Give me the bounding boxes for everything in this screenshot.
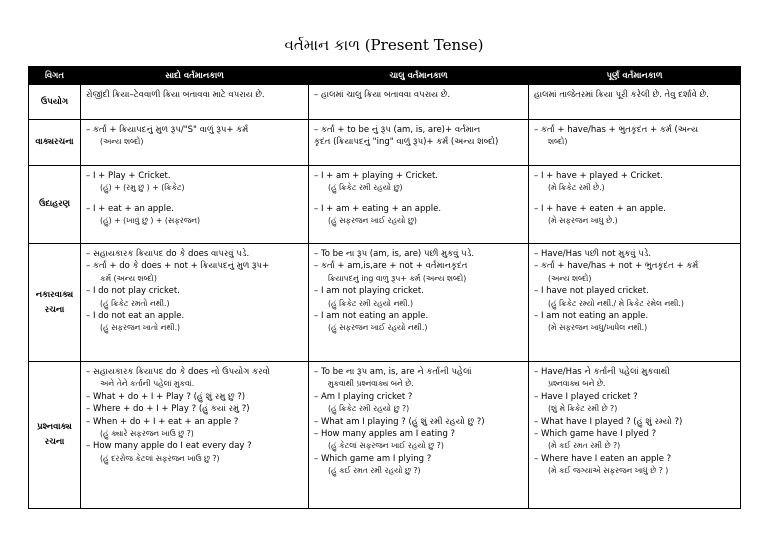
row-question (29, 362, 741, 509)
cell-continuous (309, 120, 529, 166)
cell-perfect (529, 120, 741, 166)
row-label (29, 85, 81, 120)
row-structure (29, 120, 741, 166)
cell-line: – Have/Has ને કર્તાની પહેલાં મુકવાથી (534, 367, 670, 377)
cell-line: – What have I played ? (હું શું રમ્યો ?) (534, 416, 683, 427)
cell-line: – I am not eating an apple. (314, 311, 429, 322)
cell-line: – Have I played cricket ? (534, 391, 638, 402)
row-label-text: ઉદાહરણ (38, 199, 71, 209)
cell-line: (હું સફરજન ખાઈ રહયો છુ) (328, 216, 417, 226)
cell-line: કૃદંત (ક્રિયાપદનું "ing" વાળું રૂપ)+ કર્મ (અન્ય શબ્દો) (314, 137, 499, 148)
cell-line: પ્રશ્નવાક્ય બને છે. (548, 379, 606, 389)
cell-perfect (529, 166, 741, 244)
row-example (29, 166, 741, 244)
table-header-row (29, 67, 741, 85)
cell-simple (81, 166, 309, 244)
cell-line: – કર્તા + do કે does + not + ક્રિયાપદનું મુળ રૂપ+ (86, 261, 270, 272)
cell-line: હાલમાં તાજેતરમાં ક્રિયા પૂરી કરેલી છે. તેવુ દર્શાવે છે. (534, 90, 709, 100)
cell-line: (હું ક્રિકેટ રમી રહયો નથી.) (328, 298, 414, 308)
cell-line: – I + have + played + Cricket. (534, 171, 663, 181)
cell-simple (81, 85, 309, 120)
row-label-text: પ્રશ્નવાક્ય (37, 422, 72, 432)
row-label (29, 120, 81, 166)
cell-line: – I + have + eaten + an apple. (534, 203, 666, 214)
cell-line: (મે કઈ રમત રમી છે ?) (548, 441, 621, 451)
row-usage (29, 85, 741, 120)
header-simple-present: સાદો વર્તમાનકાળ (81, 67, 309, 85)
cell-simple (81, 362, 309, 509)
header-present-perfect: પૂર્ણ વર્તમાનકાળ (529, 67, 741, 85)
cell-line: (શું મે ક્રિકેટ રમી છે ?) (548, 404, 618, 414)
header-present-continuous: ચાલુ વર્તમાનકાળ (309, 67, 529, 85)
cell-line: (મે સફરજન ખાધુ છે.) (548, 216, 618, 226)
cell-line: – How many apples am I eating ? (314, 429, 456, 440)
cell-perfect (529, 244, 741, 362)
cell-simple (81, 244, 309, 362)
cell-line: – What + do + I + Play ? (હું શું રમુ છુ ?) (86, 391, 246, 402)
cell-line: – કર્તા + have/has + ભુતકૃદંત + કર્મ (અન્ય (534, 125, 699, 135)
header-detail: વિગત (29, 67, 81, 85)
cell-line: – Which game am I plying ? (314, 453, 432, 464)
cell-line: – How many apple do I eat every day ? (86, 441, 252, 452)
cell-line: – કર્તા + to be નું રૂપ (am, is, are)+ વર્તમાન (314, 125, 481, 135)
cell-continuous (309, 85, 529, 120)
cell-line: – I + am + eating + an apple. (314, 203, 442, 214)
cell-line: – Have/Has પછી not મુકવું પડે. (534, 249, 652, 259)
cell-line: (હું ક્યારે સફરજન ખાઉ છું ?) (100, 429, 194, 439)
cell-continuous (309, 244, 529, 362)
cell-line: – Where have I eaten an apple ? (534, 453, 672, 464)
row-label-text: રચના (44, 304, 65, 315)
row-negative (29, 244, 741, 362)
cell-line: – I do not eat an apple. (86, 311, 185, 322)
cell-line: – Am I playing cricket ? (314, 391, 413, 402)
cell-line: શબ્દો) (548, 137, 568, 147)
cell-line: – I am not playing cricket. (314, 286, 424, 297)
table-body (29, 85, 741, 509)
cell-simple (81, 120, 309, 166)
cell-line: – What am I playing ? (હું શું રમી રહયો છુ ?) (314, 416, 485, 427)
cell-line: (હું) + (ખાવું છું ) + (સફરજન) (100, 216, 201, 226)
cell-line: – હાલમાં ચાલુ ક્રિયા બતાવવા વપરાય છે. (314, 90, 451, 100)
cell-line: – I + am + playing + Cricket. (314, 171, 439, 181)
cell-line: – I + eat + an apple. (86, 203, 174, 214)
cell-line: રોજીંદી ક્રિયા–ટેવવાળી ક્રિયા બતાવવા માટે વપરાય છે. (86, 90, 265, 100)
cell-line: – કર્તા + have/has + not + ભુતકૃદંત + કર્મ (534, 261, 699, 272)
cell-line: – કર્તા + am,is,are + not + વર્તમાનકૃદંત (314, 261, 468, 272)
cell-line: – I do not play cricket. (86, 286, 180, 297)
cell-line: (હું ક્રિકેટ રમતો નથી.) (100, 298, 170, 308)
cell-line: (અન્ય શબ્દો) (548, 273, 592, 283)
cell-line: – To be ના રૂપ (am, is, are) પછી મુકવું પડે. (314, 249, 475, 259)
row-label-text: વાક્યરચના (35, 137, 74, 147)
cell-line: – Where + do + I + Play ? (હું કયાં રમું ?) (86, 404, 250, 415)
cell-line: (હું દરરોજ કેટલાં સફરજન ખાઉ છુ ?) (100, 453, 220, 463)
cell-line: (હું ક્રિકેટ રમી રહયો છુ) (328, 183, 403, 193)
cell-line: (હું કઈ રમત રમી રહયો છુ ?) (328, 466, 421, 476)
cell-line: ક્રિયાપદનું ing વાળુ રૂપ+ કર્મ (અન્ય શબ્દો) (328, 273, 467, 283)
cell-line: – સહાયકારક ક્રિયાપદ do કે does વાપરવું પડે. (86, 249, 250, 259)
row-label-text: ઉપયોગ (40, 96, 69, 107)
cell-line: – I am not eating an apple. (534, 311, 649, 322)
cell-line: (હું સફરજન ખાઈ રહયો નથી.) (328, 323, 428, 333)
cell-line: (હું) + (રમુ છું ) + (ક્રિકેટ) (100, 183, 185, 193)
row-label (29, 244, 81, 362)
cell-line: – Which game have I plyed ? (534, 429, 657, 440)
cell-line: – I + Play + Cricket. (86, 171, 171, 181)
cell-continuous (309, 166, 529, 244)
cell-line: (હું ક્રિકેટ રમી રહયો છુ ?) (328, 404, 410, 414)
cell-line: (મે ક્રિકેટ રમી છે.) (548, 183, 605, 193)
cell-perfect (529, 85, 741, 120)
cell-line: મુકવાથી પ્રશ્નવાક્ય બને છે. (328, 379, 414, 389)
cell-line: (અન્ય શબ્દો) (100, 137, 144, 147)
page-title: વર્તમાન કાળ (Present Tense) (284, 36, 484, 54)
present-tense-table (28, 66, 741, 509)
cell-line: – સહાયકારક ક્રિયાપદ do કે does નો ઉપયોગ કરવો (86, 367, 270, 377)
cell-line: – કર્તા + ક્રિયાપદનું મુળ રૂપ/"S" વાળું રૂપ+ કર્મ (86, 125, 249, 135)
cell-line: અને તેને કર્તાની પહેલાં મુકવાં. (100, 379, 195, 389)
cell-line: (હું ક્રિકેટ રમ્યો નથી./ મે ક્રિકેટ રમેલ નથી.) (548, 298, 684, 308)
cell-line: કર્મ (અન્ય શબ્દો) (100, 273, 157, 283)
cell-line: (હું સફરજન ખાતો નથી.) (100, 323, 181, 333)
cell-line: (મે સફરજન ખાધુ/ખાધેલ નથી.) (548, 323, 648, 333)
row-label-text: રચના (44, 437, 65, 447)
row-label (29, 166, 81, 244)
cell-perfect (529, 362, 741, 509)
cell-line: – I have not played cricket. (534, 286, 649, 297)
cell-line: (મે કઈ જગ્યાએ સફરજન ખાધું છે ? ) (548, 466, 669, 476)
row-label-text: નકારવાક્ય (35, 289, 74, 300)
cell-line: (હું કેટલાં સફરજન ખાઈ રહયો છુ ?) (328, 441, 444, 451)
cell-line: – When + do + I + eat + an apple ? (86, 416, 239, 427)
row-label (29, 362, 81, 509)
cell-line: – To be ના રૂપ am, is, are ને કર્તાની પહેલાં (314, 367, 472, 377)
cell-continuous (309, 362, 529, 509)
